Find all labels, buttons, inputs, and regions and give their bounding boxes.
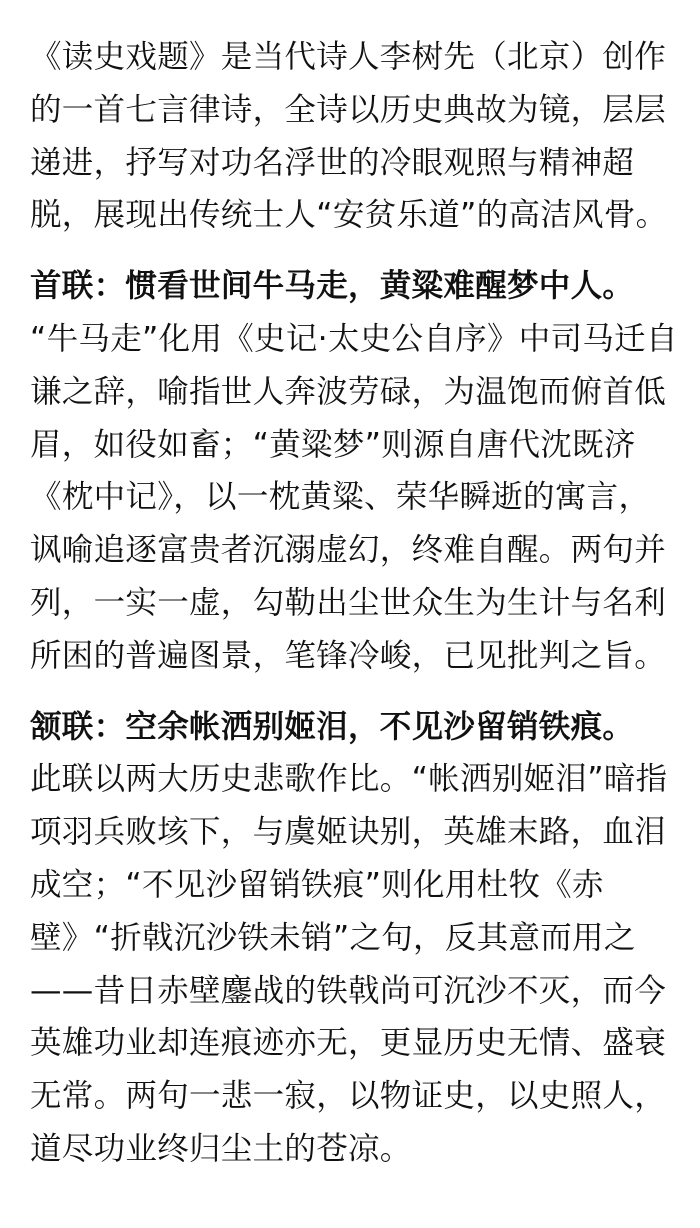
couplet-2-line: ——昔日赤壁鏖战的铁戟尚可沉沙不灭，而今 <box>30 972 667 1009</box>
couplet-1-line: 谦之辞，喻指世人奔波劳碌，为温饱而俯首低 <box>30 373 667 410</box>
intro-line: 《读史戏题》是当代诗人李树先（北京）创作 <box>30 39 667 75</box>
couplet-2-line: 无常。两句一悲一寂，以物证史，以史照人， <box>30 1078 667 1115</box>
couplet-2-line: 此联以两大历史悲歌作比。“帐洒别姬泪”暗指 <box>30 761 668 798</box>
intro-line: 的一首七言律诗，全诗以历史典故为镜，层层 <box>30 91 667 128</box>
intro-paragraph <box>30 31 700 242</box>
couplet-2-line: 英雄功业却连痕迹亦无，更显历史无情、盛衰 <box>30 1025 667 1062</box>
couplet-2-heading: 颔联：空余帐洒别姬泪，不见沙留销铁痕。 <box>30 708 635 745</box>
intro-line: 脱，展现出传统士人“安贫乐道”的高洁风骨。 <box>30 197 668 234</box>
couplet-1-line: “牛马走”化用《史记·太史公自序》中司马迁自 <box>30 320 678 357</box>
couplet-1-line: 所困的普遍图景，笔锋冷峻，已见批判之旨。 <box>30 637 667 674</box>
couplet-1-heading: 首联：惯看世间牛马走，黄粱难醒梦中人。 <box>30 268 635 305</box>
couplet-2-line: 成空；“不见沙留销铁痕”则化用杜牧《赤 <box>30 866 604 903</box>
couplet-2-line: 壁》“折戟沉沙铁未销”之句，反其意而用之 <box>30 919 636 956</box>
couplet-1-section <box>30 260 700 682</box>
paragraph-gap <box>30 683 700 701</box>
couplet-1-line: 讽喻追逐富贵者沉溺虚幻，终难自醒。两句并 <box>30 532 667 569</box>
intro-line: 递进，抒写对功名浮世的冷眼观照与精神超 <box>30 144 635 181</box>
couplet-1-line: 眉，如役如畜；“黄粱梦”则源自唐代沈既济 <box>30 426 636 463</box>
couplet-2-section <box>30 701 700 1176</box>
couplet-1-line: 列，一实一虚，勾勒出尘世众生为生计与名利 <box>30 584 667 621</box>
paragraph-gap <box>30 242 700 260</box>
couplet-2-line: 道尽功业终归尘土的苍凉。 <box>30 1130 412 1167</box>
couplet-2-line: 项羽兵败垓下，与虞姬诀别，英雄末路，血泪 <box>30 814 667 851</box>
couplet-1-line: 《枕中记》，以一枕黄粱、荣华瞬逝的寓言， <box>30 479 651 516</box>
